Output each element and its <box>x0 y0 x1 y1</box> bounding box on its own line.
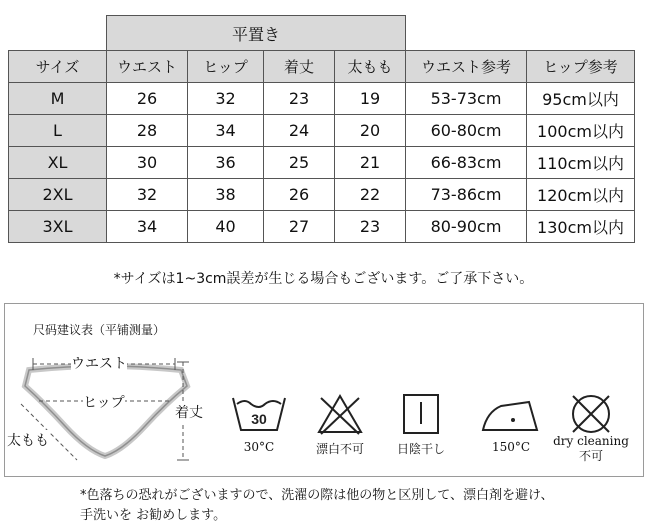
shade-dry-label: 日陰干し <box>396 442 445 456</box>
header-hip-ref: ヒップ参考 <box>527 51 635 83</box>
no-bleach-label: 漂白不可 <box>315 442 364 456</box>
table-cell: 34 <box>107 211 188 243</box>
table-row <box>9 115 635 147</box>
table-cell: 100cm以内 <box>527 115 635 147</box>
shade-dry-icon <box>401 392 441 436</box>
table-cell: 80-90cm <box>406 211 527 243</box>
table-cell: 23 <box>335 211 406 243</box>
table-cell: 30 <box>107 147 188 179</box>
table-cell: 25 <box>264 147 335 179</box>
header-waist-ref: ウエスト参考 <box>406 51 527 83</box>
thigh-label: 太もも <box>7 430 49 450</box>
waist-label: ウエスト <box>71 353 127 373</box>
table-cell: 22 <box>335 179 406 211</box>
table-row <box>9 83 635 115</box>
table-cell: 53-73cm <box>406 83 527 115</box>
measurement-care-panel <box>4 303 644 477</box>
table-cell: 95cm以内 <box>527 83 635 115</box>
table-cell: 36 <box>188 147 264 179</box>
size-cell: M <box>9 83 107 115</box>
wash-temp-number: 30 <box>251 411 267 427</box>
table-cell: 66-83cm <box>406 147 527 179</box>
table-cell: 73-86cm <box>406 179 527 211</box>
header-length: 着丈 <box>264 51 335 83</box>
size-tolerance-note: *サイズは1~3cm誤差が生じる場合もございます。ご了承下さい。 <box>113 271 534 287</box>
group-header-flat: 平置き <box>107 16 406 51</box>
iron-150-label: 150°C <box>491 440 531 454</box>
table-cell: 32 <box>107 179 188 211</box>
panel-title: 尺码建议表（平铺测量） <box>33 323 166 337</box>
table-cell: 20 <box>335 115 406 147</box>
table-cell: 28 <box>107 115 188 147</box>
table-cell: 19 <box>335 83 406 115</box>
table-row <box>9 211 635 243</box>
table-cell: 34 <box>188 115 264 147</box>
table-row <box>9 147 635 179</box>
care-note <box>80 486 553 526</box>
size-cell: L <box>9 115 107 147</box>
table-cell: 60-80cm <box>406 115 527 147</box>
iron-150-icon <box>479 398 543 434</box>
table-cell: 24 <box>264 115 335 147</box>
table-cell: 26 <box>264 179 335 211</box>
header-size: サイズ <box>9 51 107 83</box>
table-cell: 120cm以内 <box>527 179 635 211</box>
table-cell: 32 <box>188 83 264 115</box>
table-row <box>9 179 635 211</box>
size-cell: XL <box>9 147 107 179</box>
table-corner-right <box>406 16 635 51</box>
wash-30-icon <box>231 394 287 434</box>
table-cell: 23 <box>264 83 335 115</box>
table-header-row <box>9 51 635 83</box>
length-label: 着丈 <box>175 402 203 422</box>
table-corner <box>9 16 107 51</box>
no-dry-clean-icon <box>567 390 615 438</box>
hip-label: ヒップ <box>83 392 125 412</box>
header-waist: ウエスト <box>107 51 188 83</box>
care-note-line-1: *色落ちの恐れがございますので、洗濯の際は他の物と区別して、漂白剤を避け、 <box>80 488 554 503</box>
size-cell: 2XL <box>9 179 107 211</box>
no-dry-clean-label: dry cleaning 不可 <box>553 434 629 463</box>
no-bleach-icon <box>315 392 365 436</box>
header-hip: ヒップ <box>188 51 264 83</box>
size-table <box>8 15 635 243</box>
table-cell: 27 <box>264 211 335 243</box>
wash-30-label: 30°C <box>243 440 275 454</box>
header-thigh: 太もも <box>335 51 406 83</box>
table-cell: 38 <box>188 179 264 211</box>
table-cell: 21 <box>335 147 406 179</box>
care-note-line-2: 手洗いを お勧めします。 <box>80 508 227 523</box>
table-cell: 110cm以内 <box>527 147 635 179</box>
table-cell: 130cm以内 <box>527 211 635 243</box>
table-cell: 26 <box>107 83 188 115</box>
table-cell: 40 <box>188 211 264 243</box>
size-cell: 3XL <box>9 211 107 243</box>
